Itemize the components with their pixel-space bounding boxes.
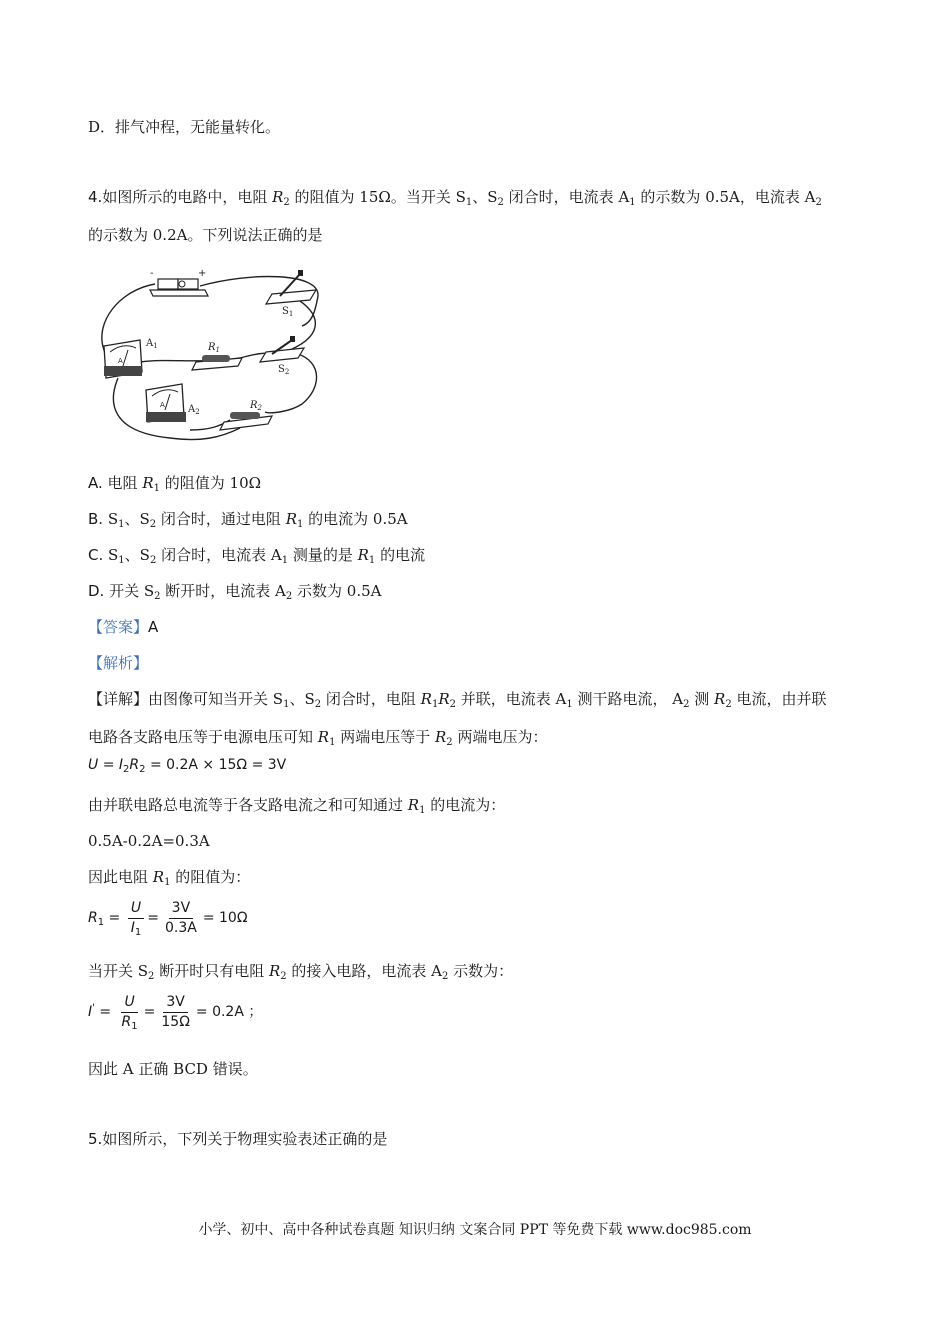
- label-a1: $A_1$: [146, 338, 158, 350]
- equation-r1: $R_1$ = $\frac{U}{I_1}$ = $\frac{3V}{0.3A}$ = 10Ω: [88, 899, 248, 938]
- answer-value: A: [148, 618, 159, 636]
- wire-s2-r2: [265, 354, 317, 413]
- detail-line3: 由并联电路总电流等于各支路电流之和可知通过 $R_1$ 的电流为：: [88, 796, 506, 816]
- svg-text:A: A: [160, 401, 165, 409]
- label-r2: $R_2$: [250, 400, 262, 412]
- detail-line5: 当开关 $S_2$ 断开时只有电阻 $R_2$ 的接入电路，电流表 $A_2$ 示数为：: [88, 962, 514, 982]
- wire-s1-s2: [290, 298, 315, 350]
- detail-line2: 电路各支路电压等于电源电压可知 $R_1$ 两端电压等于 $R_2$ 两端电压为：: [88, 728, 548, 748]
- equation-voltage: $U = I_2R_2 = 0.2A \times 15\Omega = 3V$: [88, 757, 287, 775]
- q4-option-d: D. 开关 $S_2$ 断开时，电流表 $A_2$ 示数为 0.5A: [88, 582, 382, 602]
- q4-option-a: A. 电阻 $R_1$ 的阻值为 10Ω: [88, 474, 262, 494]
- ammeter-a1: [104, 338, 158, 378]
- detail-line4: 因此电阻 $R_1$ 的阻值为：: [88, 868, 251, 888]
- switch-s2: [260, 336, 304, 376]
- detail-label: 【详解】: [88, 690, 149, 708]
- page-footer: 小学、初中、高中各种试卷真题 知识归纳 文案合同 PPT 等免费下载 www.doc985.com: [198, 1222, 752, 1238]
- label-s1: $S_1$: [282, 306, 294, 318]
- circuit-figure: [90, 262, 340, 452]
- battery-minus-label: -: [150, 268, 154, 279]
- label-a2: $A_2$: [188, 404, 200, 416]
- label-r1: $R_1$: [208, 342, 220, 354]
- conclusion: 因此 A 正确 BCD 错误。: [88, 1060, 258, 1078]
- equation-i-prime: I' = $\frac{U}{R_1}$ = $\frac{3V}{15\Omega}$ = 0.2A ；: [88, 993, 263, 1032]
- svg-text:A: A: [118, 357, 123, 365]
- resistor-r2: [220, 400, 272, 430]
- battery: [150, 268, 208, 296]
- q4-option-c: C. $S_1$、$S_2$ 闭合时，电流表 $A_1$ 测量的是 $R_1$ 的电流: [88, 546, 426, 566]
- q4-number: 4.: [88, 188, 103, 206]
- q4-stem-line1: 4.如图所示的电路中，电阻 $R_2$ 的阻值为 15Ω。当开关 $S_1$、$S_2$ 闭合时，电流表 $A_1$ 的示数为 0.5A，电流表 $A_2$: [88, 188, 822, 208]
- detail-line1: 【详解】由图像可知当开关 $S_1$、$S_2$ 闭合时，电阻 $R_1R_2$ 并联，电流表 $A_1$ 测干路电流， $A_2$ 测 $R_2$ 电流，由并联: [88, 690, 827, 710]
- q4-answer: [88, 617, 158, 637]
- q5-stem: 5.如图所示，下列关于物理实验表述正确的是: [88, 1130, 388, 1148]
- q4-option-b: B. $S_1$、$S_2$ 闭合时，通过电阻 $R_1$ 的电流为 0.5A: [88, 510, 408, 530]
- resistor-r1: [192, 342, 242, 370]
- ammeter-a2: [146, 384, 200, 422]
- label-s2: $S_2$: [278, 364, 290, 376]
- equation-current: 0.5A-0.2A=0.3A: [88, 832, 210, 850]
- q4-stem-line2: 的示数为 0.2A。下列说法正确的是: [88, 226, 323, 244]
- answer-label: 【答案】: [88, 618, 149, 636]
- battery-plus-label: +: [198, 268, 207, 279]
- q5-number: 5.: [88, 1130, 103, 1148]
- analysis-label: 【解析】: [88, 654, 149, 672]
- prev-option-d: D．排气冲程，无能量转化。: [88, 118, 281, 136]
